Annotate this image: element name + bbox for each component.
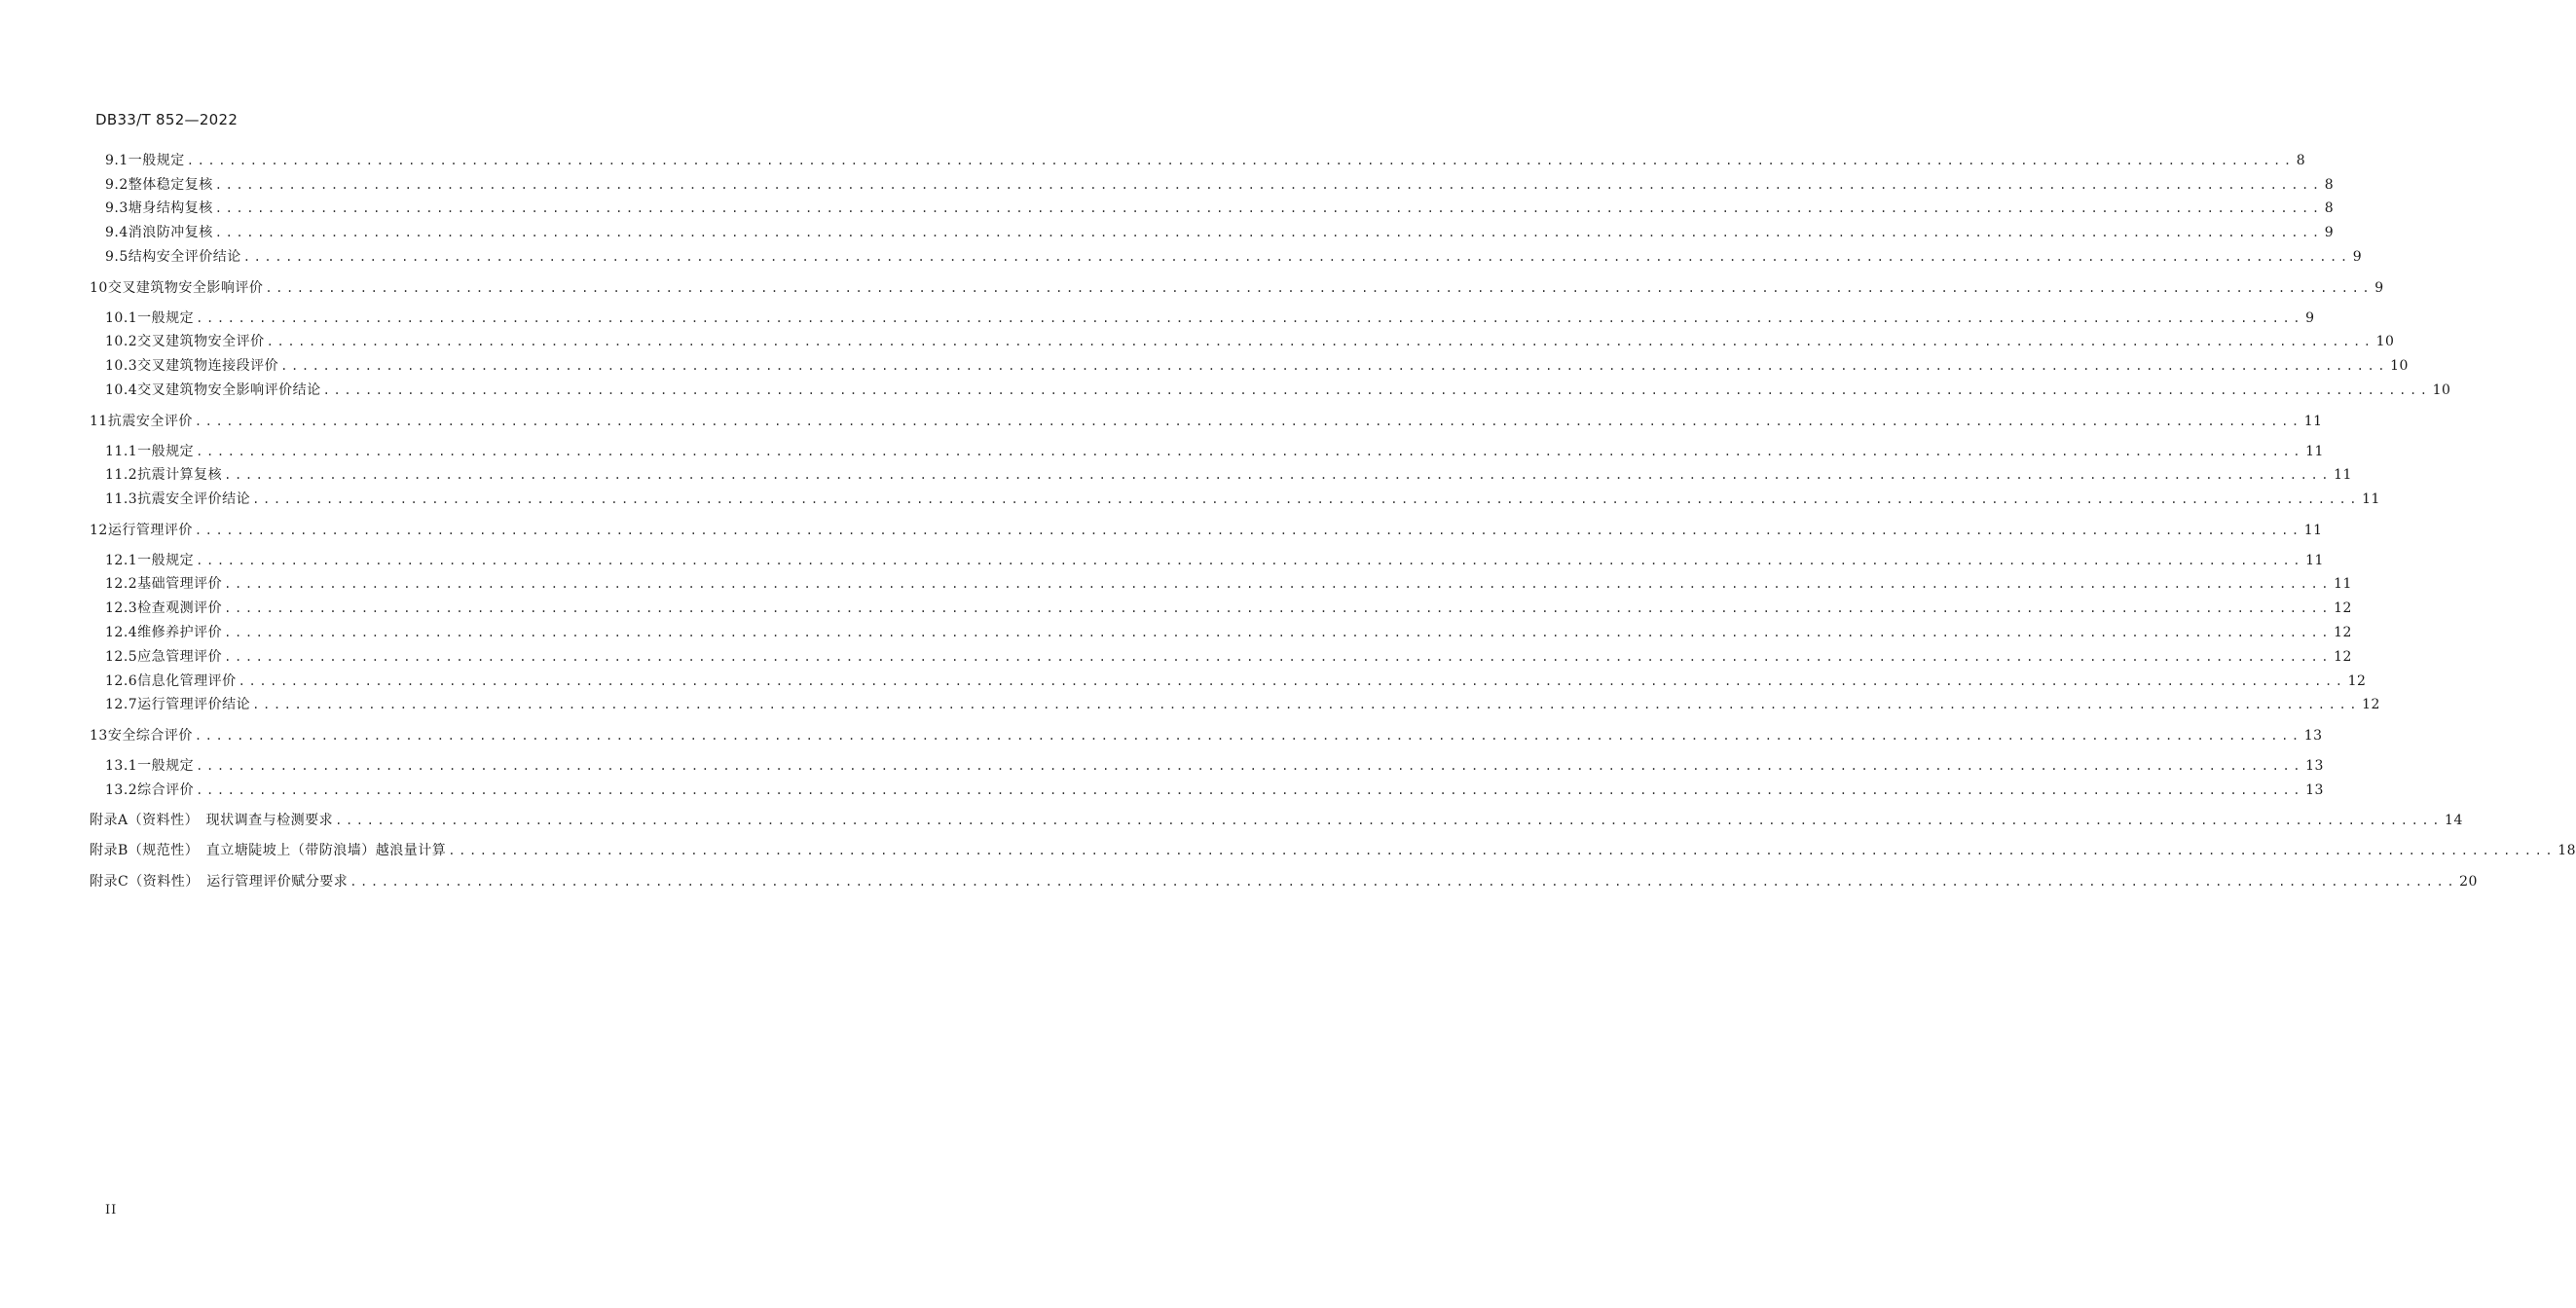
toc-entry-page: 11 xyxy=(2305,553,2324,568)
dot-leader: ........................................................................................................................................................................................................ xyxy=(196,554,2304,567)
toc-entry-number: 11 xyxy=(90,414,108,429)
toc-entry-title: 应急管理评价 xyxy=(137,649,223,665)
toc-entry-number: 9.2 xyxy=(105,177,129,193)
toc-entry-number: 10.2 xyxy=(105,334,138,349)
toc-entry-title: 交叉建筑物安全评价 xyxy=(137,334,265,349)
dot-leader: ........................................................................................................................................................................................................ xyxy=(224,601,2333,615)
toc-entry-number: 9.1 xyxy=(105,153,129,168)
toc-entry-title: 运行管理评价结论 xyxy=(137,697,251,712)
toc-entry-title: 综合评价 xyxy=(137,782,195,798)
dot-leader: ........................................................................................................................................................................................................ xyxy=(196,759,2304,773)
toc-entry-page: 13 xyxy=(2303,728,2323,744)
toc-entry[interactable] xyxy=(105,574,2352,594)
toc-entry-title: （规范性） 直立塘陡坡上（带防浪墙）越浪量计算 xyxy=(128,843,447,858)
toc-entry[interactable] xyxy=(90,278,2384,298)
dot-leader: ........................................................................................................................................................................................................ xyxy=(280,359,2389,373)
dot-leader: ........................................................................................................................................................................................................ xyxy=(252,698,2361,711)
toc-entry-number: 12.2 xyxy=(105,576,138,592)
toc-entry[interactable] xyxy=(105,151,2306,170)
toc-entry[interactable] xyxy=(105,381,2451,400)
toc-entry-number: 附录C xyxy=(90,874,129,890)
toc-entry[interactable] xyxy=(105,490,2380,509)
toc-entry-page: 12 xyxy=(2347,673,2367,689)
toc-entry-title: 检查观测评价 xyxy=(137,600,223,616)
toc-entry-title: 维修养护评价 xyxy=(137,625,223,640)
toc-entry-page: 13 xyxy=(2305,758,2324,774)
toc-entry-title: 抗震计算复核 xyxy=(137,467,223,483)
toc-entry[interactable] xyxy=(105,465,2352,485)
toc-entry-number: 12.6 xyxy=(105,673,138,689)
toc-entry-number: 9.5 xyxy=(105,249,129,265)
page-number-footer: II xyxy=(105,1203,118,1217)
toc-entry-number: 13.1 xyxy=(105,758,138,774)
toc-entry-number: 10 xyxy=(90,280,108,296)
toc-entry[interactable] xyxy=(90,872,2478,891)
toc-entry-page: 10 xyxy=(2390,358,2409,374)
dot-leader: ........................................................................................................................................................................................................ xyxy=(196,311,2304,325)
toc-entry-number: 11.2 xyxy=(105,467,138,483)
dot-leader: ........................................................................................................................................................................................................ xyxy=(224,650,2333,664)
toc-entry-page: 8 xyxy=(2324,177,2335,193)
dot-leader: ........................................................................................................................................................................................................ xyxy=(322,383,2431,397)
toc-entry[interactable] xyxy=(105,672,2367,691)
toc-entry-number: 12.7 xyxy=(105,697,138,712)
toc-entry[interactable] xyxy=(105,599,2352,618)
toc-entry-number: 13 xyxy=(90,728,108,744)
dot-leader: ........................................................................................................................................................................................................ xyxy=(196,445,2304,458)
dot-leader: ........................................................................................................................................................................................................ xyxy=(448,844,2557,857)
toc-entry-page: 8 xyxy=(2324,200,2335,216)
toc-entry-page: 9 xyxy=(2305,310,2315,326)
toc-entry-page: 9 xyxy=(2352,249,2363,265)
toc-entry[interactable] xyxy=(105,623,2352,642)
toc-entry-page: 11 xyxy=(2334,467,2352,483)
dot-leader: ........................................................................................................................................................................................................ xyxy=(214,226,2323,239)
toc-entry-number: 9.4 xyxy=(105,225,129,240)
toc-entry-number: 13.2 xyxy=(105,782,138,798)
toc-entry-title: 一般规定 xyxy=(137,758,195,774)
toc-entry-number: 附录B xyxy=(90,843,129,858)
toc-entry-title: （资料性） 现状调查与检测要求 xyxy=(128,813,334,828)
dot-leader: ........................................................................................................................................................................................................ xyxy=(186,154,2295,167)
toc-entry[interactable] xyxy=(105,247,2363,267)
toc-entry-page: 12 xyxy=(2334,649,2352,665)
toc-entry-page: 9 xyxy=(2374,280,2384,296)
dot-leader: ........................................................................................................................................................................................................ xyxy=(214,201,2323,215)
toc-entry[interactable] xyxy=(105,223,2335,242)
dot-leader: ........................................................................................................................................................................................................ xyxy=(224,626,2333,639)
toc-entry-title: （资料性） 运行管理评价赋分要求 xyxy=(129,874,349,890)
toc-entry-number: 附录A xyxy=(90,813,129,828)
dot-leader: ........................................................................................................................................................................................................ xyxy=(194,729,2302,743)
toc-entry-title: 一般规定 xyxy=(137,553,195,568)
toc-entry-page: 14 xyxy=(2445,813,2463,828)
toc-entry[interactable] xyxy=(105,309,2315,328)
toc-entry-page: 11 xyxy=(2303,523,2323,538)
toc-entry-page: 10 xyxy=(2375,334,2395,349)
toc-entry[interactable] xyxy=(90,726,2323,745)
dot-leader: ........................................................................................................................................................................................................ xyxy=(196,783,2304,797)
toc-entry-title: 交叉建筑物安全影响评价结论 xyxy=(137,382,321,398)
toc-entry[interactable] xyxy=(105,332,2395,351)
toc-entry-title: 基础管理评价 xyxy=(137,576,223,592)
toc-entry[interactable] xyxy=(105,199,2335,218)
dot-leader: ........................................................................................................................................................................................................ xyxy=(194,524,2302,537)
toc-entry-number: 11.3 xyxy=(105,491,138,507)
toc-entry[interactable] xyxy=(105,442,2324,461)
toc-entry-page: 12 xyxy=(2362,697,2380,712)
toc-entry[interactable] xyxy=(105,647,2352,667)
toc-entry-number: 9.3 xyxy=(105,200,129,216)
toc-entry-page: 18 xyxy=(2558,843,2576,858)
toc-entry-page: 12 xyxy=(2334,600,2352,616)
toc-entry[interactable] xyxy=(105,175,2335,195)
toc-entry-title: 信息化管理评价 xyxy=(137,673,237,689)
toc-entry[interactable] xyxy=(105,781,2324,800)
toc-entry-number: 10.4 xyxy=(105,382,138,398)
dot-leader: ........................................................................................................................................................................................................ xyxy=(265,281,2374,295)
toc-entry[interactable] xyxy=(105,551,2324,570)
toc-entry-number: 12.3 xyxy=(105,600,138,616)
toc-entry-number: 11.1 xyxy=(105,444,138,459)
document-code: DB33/T 852—2022 xyxy=(95,111,239,128)
toc-entry-title: 结构安全评价结论 xyxy=(128,249,241,265)
toc-entry-page: 11 xyxy=(2305,444,2324,459)
toc-entry-page: 12 xyxy=(2334,625,2352,640)
toc-entry-title: 交叉建筑物安全影响评价 xyxy=(107,280,264,296)
toc-entry-page: 13 xyxy=(2305,782,2324,798)
dot-leader: ........................................................................................................................................................................................................ xyxy=(194,415,2302,428)
toc-entry-title: 一般规定 xyxy=(128,153,185,168)
toc-entry-title: 一般规定 xyxy=(137,444,195,459)
toc-entry-page: 11 xyxy=(2303,414,2323,429)
toc-entry-title: 整体稳定复核 xyxy=(128,177,213,193)
toc-entry-number: 12 xyxy=(90,523,108,538)
toc-entry-title: 交叉建筑物连接段评价 xyxy=(137,358,279,374)
toc-entry-title: 一般规定 xyxy=(137,310,195,326)
dot-leader: ........................................................................................................................................................................................................ xyxy=(252,492,2361,506)
toc-entry-title: 抗震安全评价结论 xyxy=(137,491,251,507)
dot-leader: ........................................................................................................................................................................................................ xyxy=(350,875,2458,889)
dot-leader: ........................................................................................................................................................................................................ xyxy=(224,577,2333,591)
toc-entry[interactable] xyxy=(105,356,2409,376)
toc-entry-number: 10.1 xyxy=(105,310,138,326)
toc-entry[interactable] xyxy=(90,811,2463,830)
dot-leader: ........................................................................................................................................................................................................ xyxy=(266,335,2374,348)
toc-entry-page: 20 xyxy=(2459,874,2478,890)
toc-entry-title: 运行管理评价 xyxy=(107,523,193,538)
toc-entry-title: 抗震安全评价 xyxy=(107,414,193,429)
toc-entry-number: 12.1 xyxy=(105,553,138,568)
toc-entry-page: 10 xyxy=(2432,382,2451,398)
dot-leader: ........................................................................................................................................................................................................ xyxy=(242,250,2351,264)
dot-leader: ........................................................................................................................................................................................................ xyxy=(238,674,2346,688)
dot-leader: ........................................................................................................................................................................................................ xyxy=(224,468,2333,482)
toc-entry[interactable] xyxy=(90,412,2323,431)
toc-entry-number: 12.5 xyxy=(105,649,138,665)
toc-entry-title: 塘身结构复核 xyxy=(128,200,213,216)
toc-entry-title: 安全综合评价 xyxy=(107,728,193,744)
toc-entry-page: 9 xyxy=(2324,225,2335,240)
toc-entry[interactable] xyxy=(90,521,2323,540)
toc-entry-page: 11 xyxy=(2362,491,2380,507)
toc-entry-page: 11 xyxy=(2334,576,2352,592)
toc-entry-page: 8 xyxy=(2296,153,2306,168)
dot-leader: ........................................................................................................................................................................................................ xyxy=(335,814,2444,827)
toc-entry-number: 12.4 xyxy=(105,625,138,640)
toc-entry-title: 消浪防冲复核 xyxy=(128,225,213,240)
toc-entry[interactable] xyxy=(105,695,2380,714)
toc-entry[interactable] xyxy=(90,841,2576,860)
dot-leader: ........................................................................................................................................................................................................ xyxy=(214,178,2323,192)
toc-entry-number: 10.3 xyxy=(105,358,138,374)
toc-entry[interactable] xyxy=(105,756,2324,776)
